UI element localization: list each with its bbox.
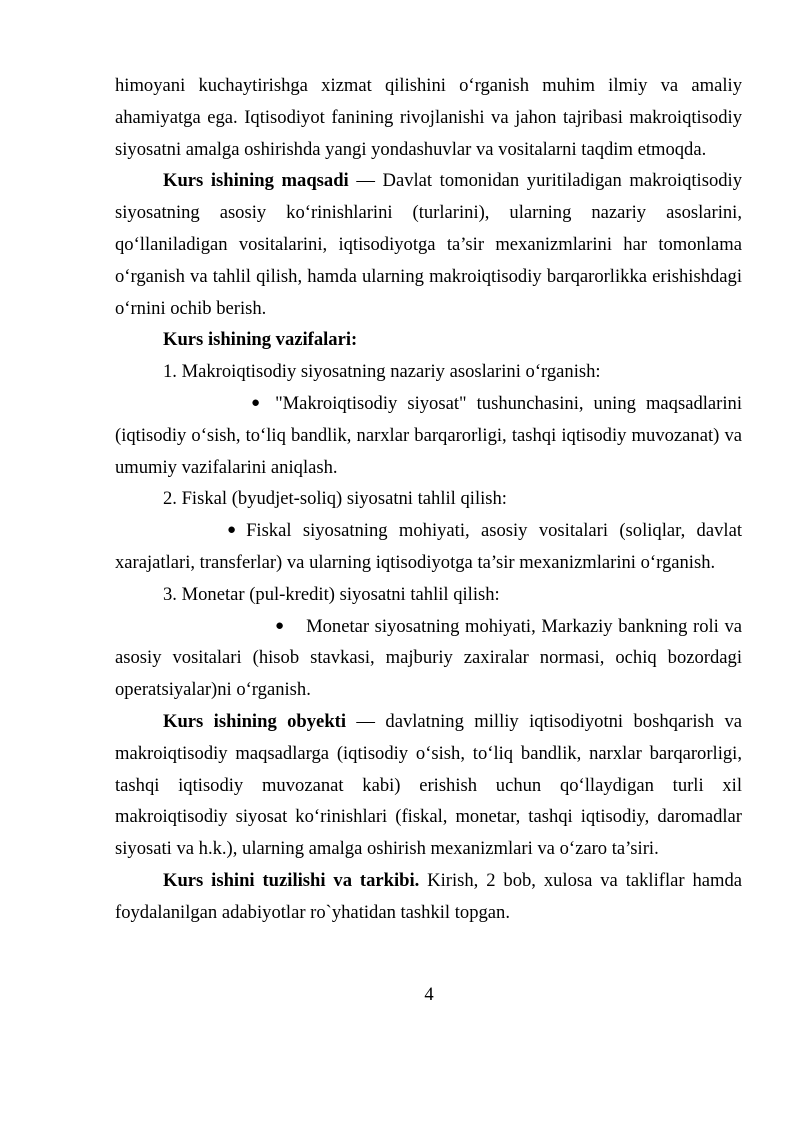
bullet-dot-icon: ● (227, 522, 237, 539)
bullet-dot-icon: ● (275, 617, 285, 634)
page-number: 4 (424, 984, 434, 1005)
course-structure-text: Kirish, 2 bob, xulosa va takliflar hamda foydalanilgan adabiyotlar ro`yhatidan tashkil topgan. (115, 869, 743, 923)
bullet-dot-icon: ● (251, 394, 261, 411)
task-2-bullet-item (115, 515, 742, 579)
paragraph-course-object (115, 706, 742, 865)
task-1-bullet-text: "Makroiqtisodiy siyosat" tushunchasini, uning maqsadlarini (iqtisodiy o‘sish, to‘liq bandlik, narxlar barqarorligi, tashqi iqtisodiy muvozanat) va umumiy vazifalarini aniqlash. (115, 392, 742, 478)
paragraph-course-goal (115, 165, 742, 324)
task-3-title: 3. Monetar (pul-kredit) siyosatni tahlil qilish: (163, 583, 500, 605)
task-1-title: 1. Makroiqtisodiy siyosatning nazariy asoslarini o‘rganish: (163, 361, 601, 383)
task-3-bullet-text: Monetar siyosatning mohiyati, Markaziy bankning roli va asosiy vositalari (hisob stavkasi, majburiy zaxiralar normasi, ochiq bozordagi operatsiyalar)ni o‘rganish. (115, 615, 742, 701)
task-3-bullet-item (115, 611, 742, 706)
course-object-text: — davlatning milliy iqtisodiyotni boshqarish va makroiqtisodiy maqsadlarga (iqtisodiy o‘sish, to‘liq bandlik, narxlar barqarorligi, tashqi iqtisodiy muvozanat kabi) erishish uchun qo‘llaydigan turli xil makroiqtisodiy siyosat ko‘rinishlari (fiskal, monetar, tashqi iqtisodiy, daromadlar siyosati va h.k.), ularning amalga oshirish mexanizmlari va o‘zaro ta’siri. (115, 710, 742, 860)
task-1-bullet-item (115, 388, 742, 483)
course-goal-text: — Davlat tomonidan yuritiladigan makroiqtisodiy siyosatning asosiy ko‘rinishlarini (turlarini), ularning nazariy asoslarini, qo‘llaniladigan vositalarini, iqtisodiyotga ta’sir mexanizmlarini har tomonlama o‘rganish va tahlil qilish, hamda ularning makroiqtisodiy barqarorlikka erishishdagi o‘rnini ochib berish. (115, 170, 743, 319)
course-goal-heading: Kurs ishining maqsadi (163, 170, 349, 192)
course-structure-heading: Kurs ishini tuzilishi va tarkibi. (163, 869, 420, 891)
page-body (115, 70, 742, 929)
paragraph-course-structure (115, 865, 742, 929)
course-object-heading: Kurs ishining obyekti (163, 710, 347, 732)
paragraph-intro-continuation: himoyani kuchaytirishga xizmat qilishini o‘rganish muhim ilmiy va amaliy ahamiyatga ega. Iqtisodiyot fanining rivojlanishi va jahon tajribasi makroiqtisodiy siyosatni amalga oshirishda yangi yondashuvlar va vositalarni taqdim etmoqda. (115, 75, 742, 160)
task-2-title: 2. Fiskal (byudjet-soliq) siyosatni tahlil qilish: (163, 488, 507, 510)
tasks-heading: Kurs ishining vazifalari: (163, 329, 358, 351)
task-2-bullet-text: Fiskal siyosatning mohiyati, asosiy vositalari (soliqlar, davlat xarajatlari, transferlar) va ularning iqtisodiyotga ta’sir mexanizmlarini o‘rganish. (115, 520, 742, 573)
